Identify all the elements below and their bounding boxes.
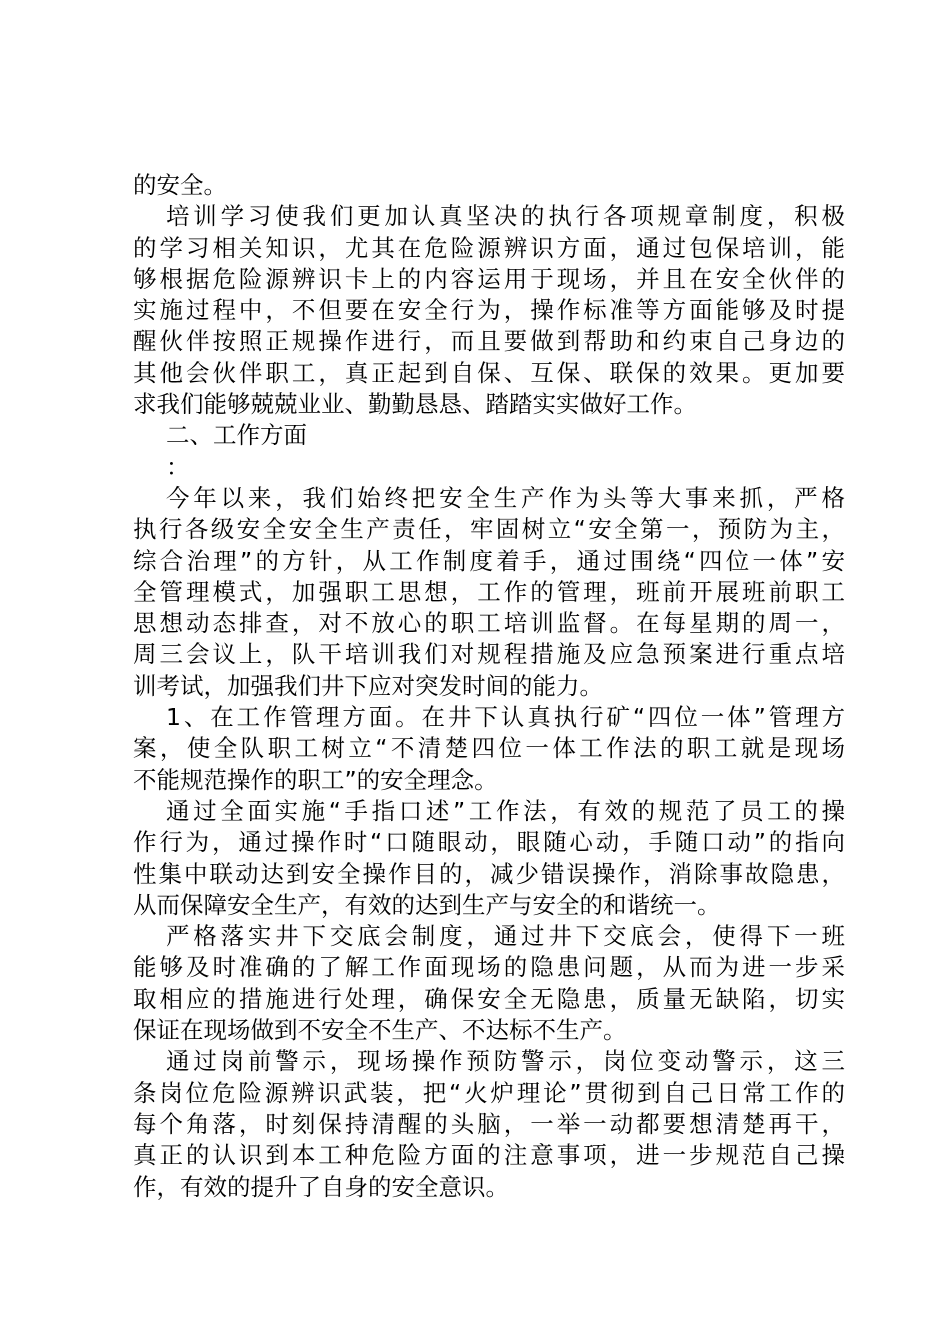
colon-line: ： [166, 452, 190, 481]
text-line: 真正的认识到本工种危险方面的注意事项，进一步规范自己操 [133, 1141, 845, 1170]
text-line: 全管理模式，加强职工思想，工作的管理，班前开展班前职工 [133, 577, 845, 606]
paragraph-first-line: 今年以来，我们始终把安全生产作为头等大事来抓，严格 [166, 483, 845, 512]
text-line: 的学习相关知识，尤其在危险源辨识方面，通过包保培训，能 [133, 233, 845, 262]
text-line: 醒伙伴按照正规操作进行，而且要做到帮助和约束自己身边的 [133, 327, 845, 356]
paragraph-first-line: 严格落实井下交底会制度，通过井下交底会，使得下一班 [166, 922, 845, 951]
section-heading: 二、工作方面 [166, 421, 307, 450]
paragraph-first-line: 培训学习使我们更加认真坚决的执行各项规章制度，积极 [166, 202, 845, 231]
body-text [133, 170, 845, 1203]
text-line: 综合治理”的方针，从工作制度着手，通过围绕“四位一体”安 [133, 546, 845, 575]
text-line: 作行为，通过操作时“口随眼动，眼随心动，手随口动”的指向 [133, 828, 845, 857]
text-line: 训考试，加强我们井下应对突发时间的能力。 [133, 671, 603, 700]
text-line: 每个角落，时刻保持清醒的头脑，一举一动都要想清楚再干， [133, 1109, 845, 1138]
text-line: 性集中联动达到安全操作目的，减少错误操作，消除事故隐患， [133, 859, 845, 888]
text-line: 周三会议上，队干培训我们对规程措施及应急预案进行重点培 [133, 640, 845, 669]
text-line: 不能规范操作的职工”的安全理念。 [133, 765, 498, 794]
text-line: 执行各级安全安全生产责任，牢固树立“安全第一，预防为主， [133, 515, 845, 544]
text-line: 条岗位危险源辨识武装，把“火炉理论”贯彻到自己日常工作的 [133, 1078, 845, 1107]
text-line: 能够及时准确的了解工作面现场的隐患问题，从而为进一步采 [133, 953, 845, 982]
text-line: 作，有效的提升了自身的安全意识。 [133, 1172, 509, 1201]
paragraph-first-line: 1、在工作管理方面。在井下认真执行矿“四位一体”管理方 [166, 703, 845, 732]
text-line: 保证在现场做到不安全不生产、不达标不生产。 [133, 1016, 627, 1045]
text-line: 案，使全队职工树立“不清楚四位一体工作法的职工就是现场 [133, 734, 845, 763]
text-line: 从而保障安全生产，有效的达到生产与安全的和谐统一。 [133, 890, 721, 919]
paragraph-first-line: 通过全面实施“手指口述”工作法，有效的规范了员工的操 [166, 796, 845, 825]
text-line: 的安全。 [133, 171, 227, 199]
text-line: 够根据危险源辨识卡上的内容运用于现场，并且在安全伙伴的 [133, 264, 845, 293]
text-line: 其他会伙伴职工，真正起到自保、互保、联保的效果。更加要 [133, 358, 845, 387]
text-line: 取相应的措施进行处理，确保安全无隐患，质量无缺陷，切实 [133, 984, 845, 1013]
text-line: 求我们能够兢兢业业、勤勤恳恳、踏踏实实做好工作。 [133, 390, 697, 419]
text-line: 思想动态排查，对不放心的职工培训监督。在每星期的周一， [133, 609, 845, 638]
text-line: 实施过程中，不但要在安全行为，操作标准等方面能够及时提 [133, 296, 845, 325]
paragraph-first-line: 通过岗前警示，现场操作预防警示，岗位变动警示，这三 [166, 1047, 845, 1076]
